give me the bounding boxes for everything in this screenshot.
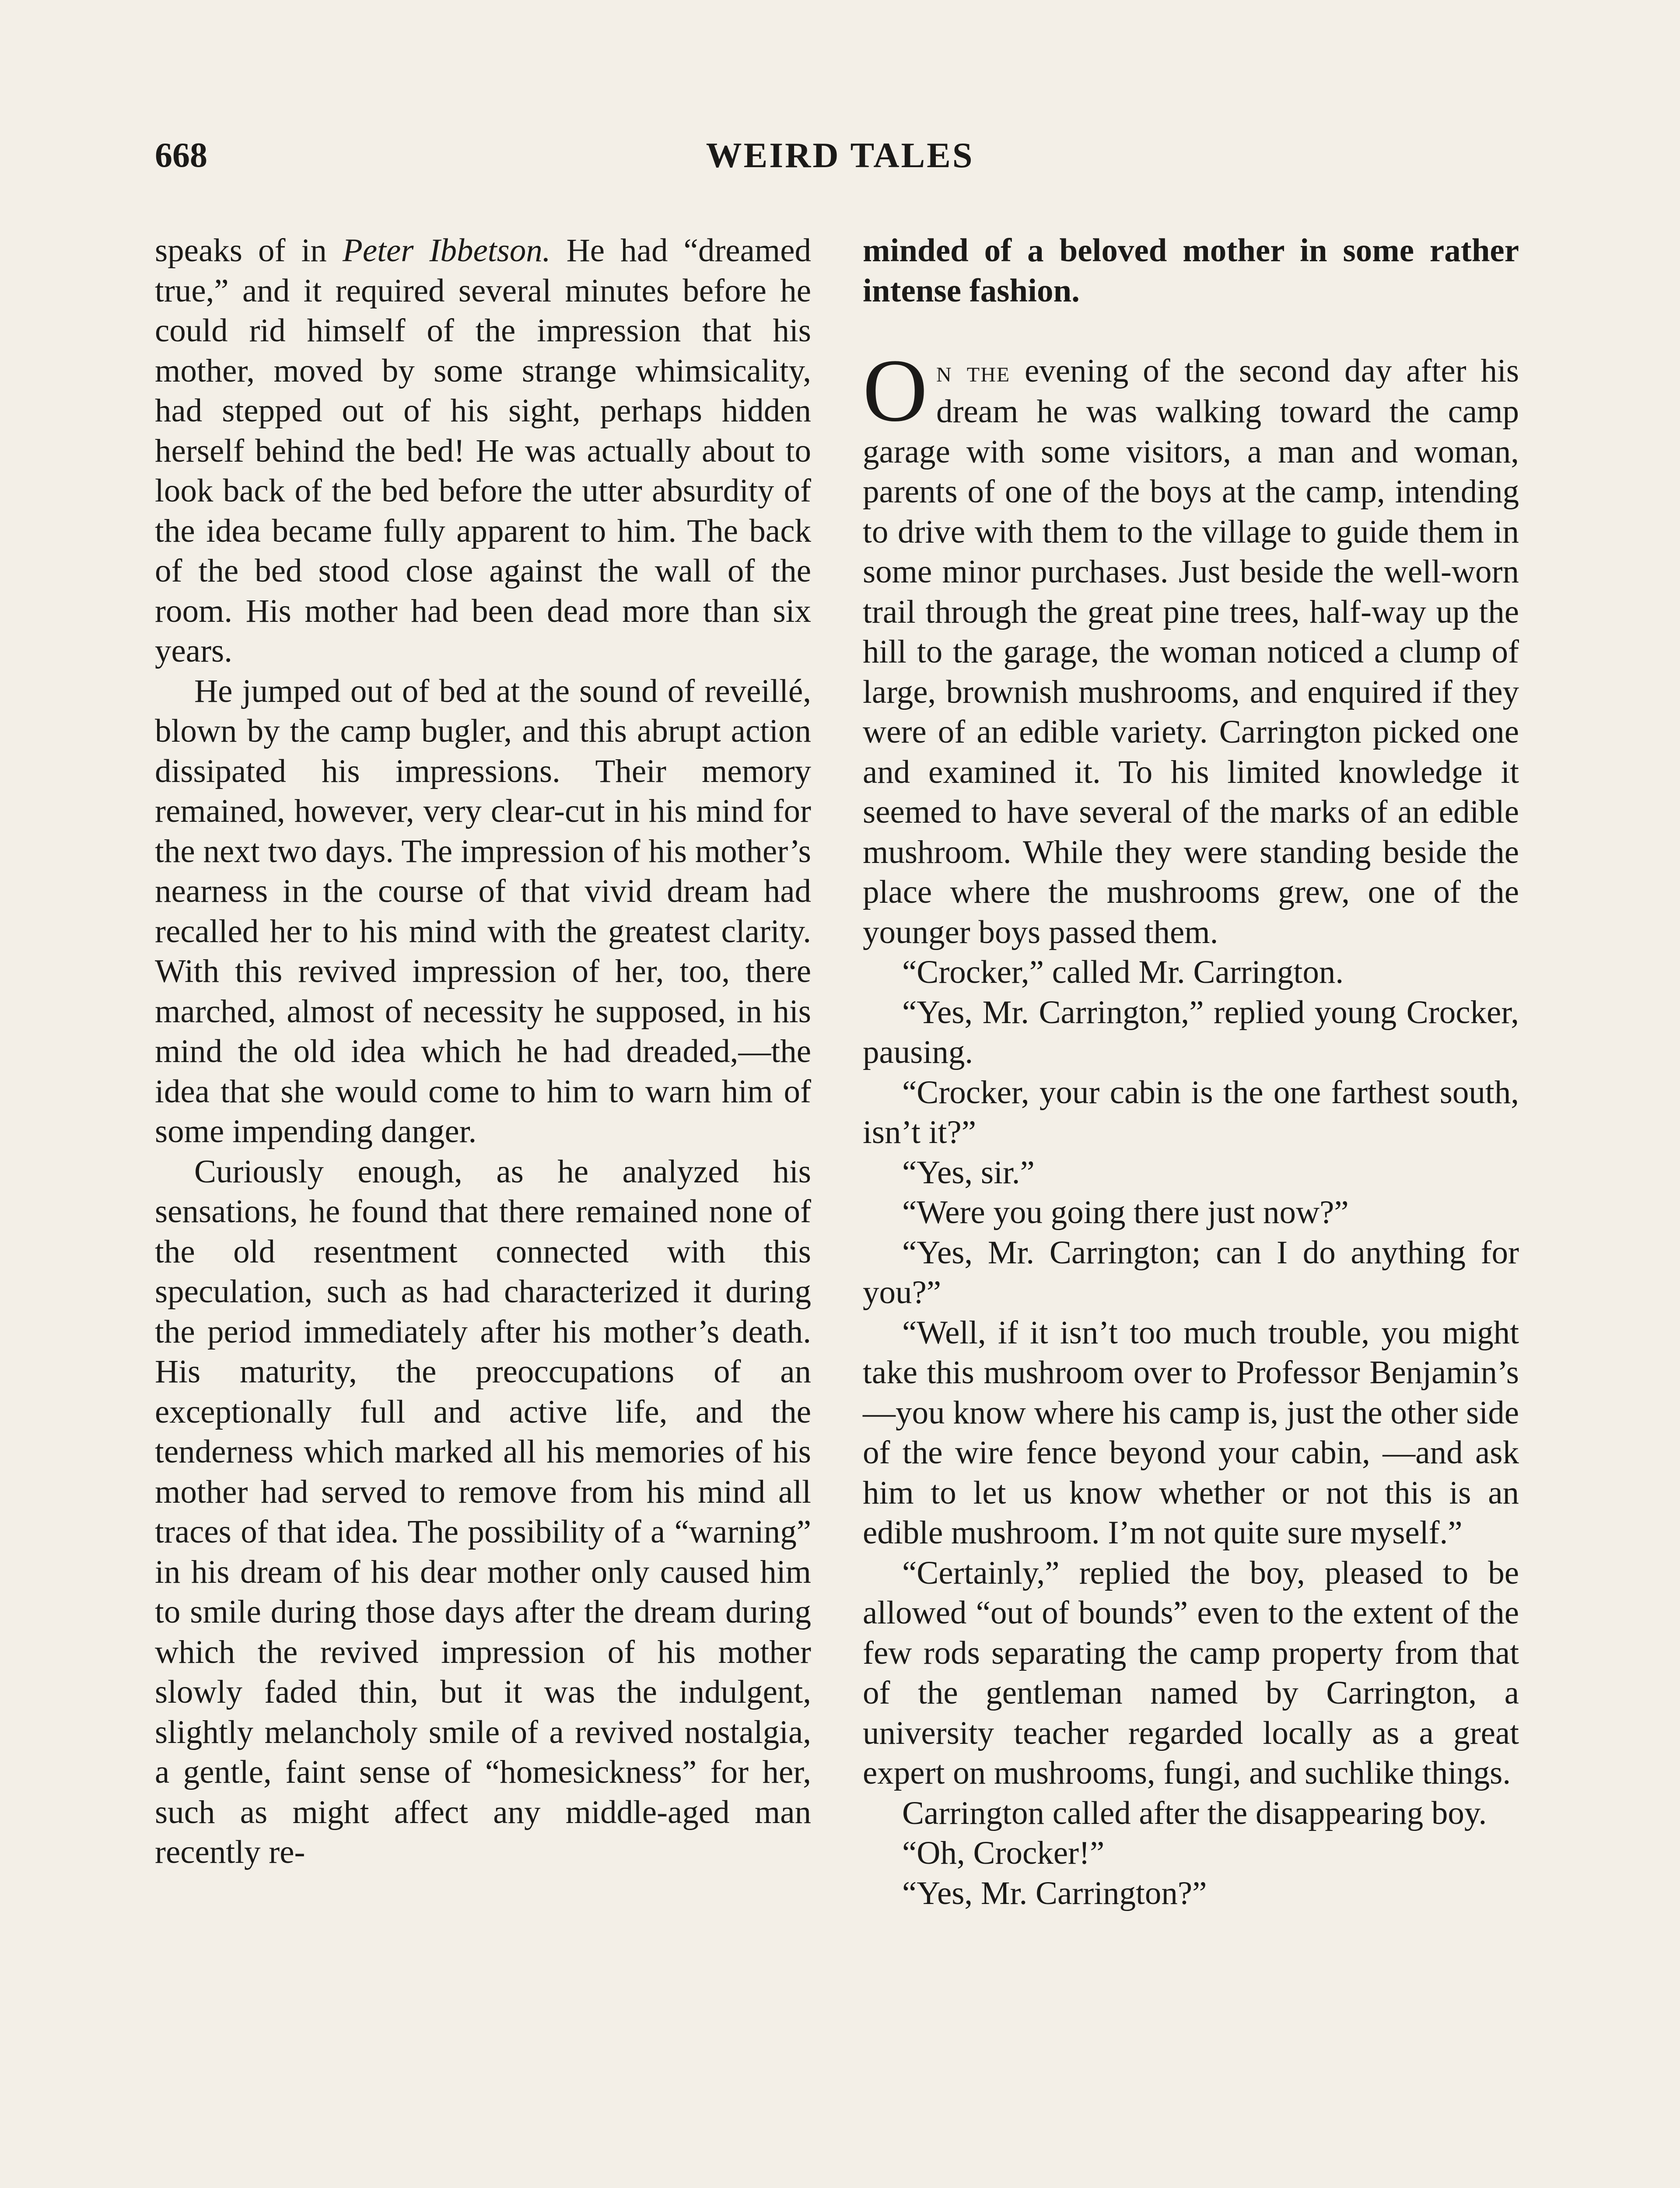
paragraph: “Oh, Crocker!” — [902, 1835, 1105, 1871]
drop-cap: O — [863, 340, 928, 440]
page-header — [155, 131, 1525, 179]
paragraph: “Yes, sir.” — [902, 1154, 1035, 1191]
left-column — [155, 231, 811, 1872]
paragraph: minded of a beloved mother in some rather intense fashion. — [863, 232, 1519, 309]
paragraph: “Crocker, your cabin is the one farthest south, isn’t it?” — [863, 1074, 1519, 1150]
book-title: Peter Ibbetson. — [343, 232, 551, 269]
paragraph: “Yes, Mr. Carrington,” replied young Crocker, pausing. — [863, 994, 1519, 1070]
paragraph: “Crocker,” called Mr. Carrington. — [902, 954, 1344, 990]
paragraph: “Yes, Mr. Carrington; can I do anything for you?” — [863, 1234, 1519, 1311]
paragraph: Curiously enough, as he analyzed his sensations, he found that there remained none of the old resentment connected with this speculation, such as had characterized it during the period immediately after his mother’s death. His maturity, the preoccupations of an exceptionally full and active life, and the tenderness which marked all his memories of his mother had served to remove from his mind all traces of that idea. The possibility of a “warning” in his dream of his dear mother only caused him to smile during those days after the dream during which the revived impression of his mother slowly faded thin, but it was the indulgent, slightly melancholy smile of a revived nostalgia, a gentle, faint sense of “homesickness” for her, such as might affect any middle-aged man recently re- — [155, 1153, 811, 1870]
paragraph: “Certainly,” replied the boy, pleased to be allowed “out of bounds” even to the extent of the few rods separating the camp property from that of the gentleman named by Carrington, a university teacher regarded locally as a great expert on mushrooms, fungi, and suchlike things. — [863, 1554, 1519, 1791]
page-number: 668 — [155, 136, 207, 175]
right-column — [863, 231, 1519, 1913]
paragraph: “Yes, Mr. Carrington?” — [902, 1875, 1207, 1911]
paragraph: “Were you going there just now?” — [902, 1194, 1349, 1231]
running-title: WEIRD TALES — [706, 135, 974, 175]
paragraph: “Well, if it isn’t too much trouble, you might take this mushroom over to Professor Benjamin’s—you know where his camp is, just the other side of the wire fence beyond your cabin, —and ask him to let us know whether or not this is an edible mushroom. I’m not quite sure myself.” — [863, 1314, 1519, 1551]
paragraph: speaks of in Peter Ibbetson. He had “dreamed true,” and it required several minutes before he could rid himself of the impression that his mother, moved by some strange whimsicality, had stepped out of his sight, perhaps hidden herself behind the bed! He was actually about to look back of the bed before the utter absurdity of the idea became fully apparent to him. The back of the bed stood close against the wall of the room. His mother had been dead more than six years. — [155, 232, 812, 669]
section-opening-paragraph: On the evening of the second day after his dream he was walking toward the camp garage with some visitors, a man and woman, parents of one of the boys at the camp, intending to drive with them to the village to guide them in some minor purchases. Just beside the well-worn trail through the great pine trees, half-way up the hill to the garage, the woman noticed a clump of large, brownish mushrooms, and enquired if they were of an edible variety. Carrington picked one and examined it. To his limited knowledge it seemed to have several of the marks of an edible mushroom. While they were standing beside the place where the mushrooms grew, one of the younger boys passed them. — [863, 340, 1519, 950]
paragraph: He jumped out of bed at the sound of reveillé, blown by the camp bugler, and this abrupt action dissipated his impressions. Their memory remained, however, very clear-cut in his mind for the next two days. The impression of his mother’s nearness in the course of that vivid dream had recalled her to his mind with the greatest clarity. With this revived impression of her, too, there marched, almost of necessity he supposed, in his mind the old idea which he had dreaded,—the idea that she would come to him to warn him of some impending danger. — [155, 673, 811, 1150]
paragraph: Carrington called after the disappearing boy. — [902, 1795, 1487, 1831]
